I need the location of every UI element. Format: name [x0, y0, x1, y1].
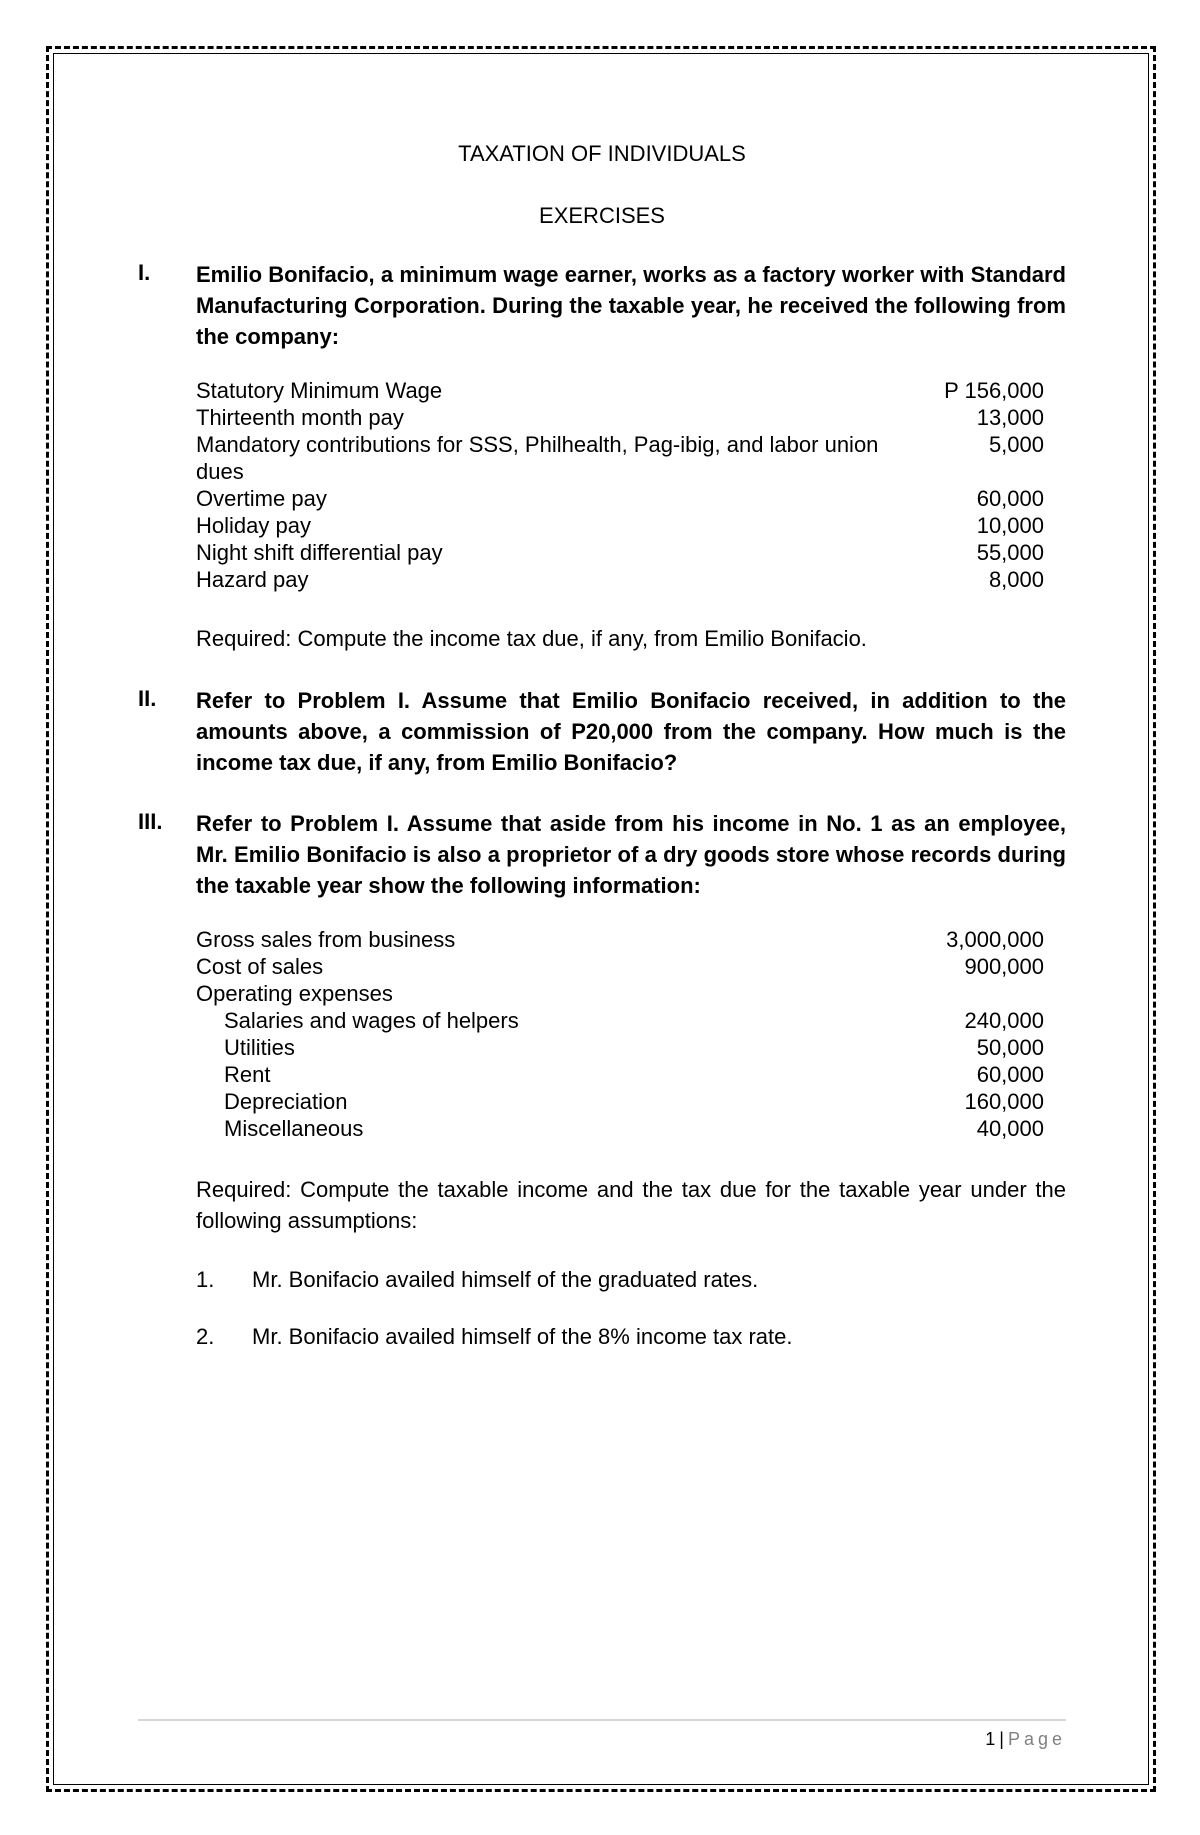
- list-item: Rent 60,000: [224, 1062, 1044, 1087]
- problem-1-text: Emilio Bonifacio, a minimum wage earner, works as a factory worker with Standard Manufacturing Corporation. During the taxable year, he received the following from the company:: [196, 262, 1066, 349]
- page-label: Page: [1007, 1729, 1066, 1749]
- problem-3-required: Required: Compute the taxable income and the tax due for the taxable year under the following assumptions:: [196, 1177, 1066, 1233]
- list-item: Thirteenth month pay 13,000: [196, 405, 1044, 430]
- list-item: Mandatory contributions for SSS, Philhealth, Pag-ibig, and labor union dues 5,000: [196, 432, 1044, 484]
- problem-1-number: I.: [138, 260, 151, 285]
- list-item: Night shift differential pay 55,000: [196, 540, 1044, 565]
- document-body: [138, 140, 1066, 1350]
- footer-divider: [138, 1719, 1066, 1721]
- list-item: Miscellaneous 40,000: [224, 1116, 1044, 1141]
- list-item: Gross sales from business 3,000,000: [196, 927, 1044, 952]
- problem-3-text: Refer to Problem I. Assume that aside from his income in No. 1 as an employee, Mr. Emilio Bonifacio is also a proprietor of a dry goods store whose records during the taxable year show the following information:: [196, 811, 1066, 898]
- problem-2-number: II.: [138, 686, 157, 711]
- list-item: Statutory Minimum Wage P 156,000: [196, 378, 1044, 403]
- problem-3: [138, 808, 1066, 1350]
- problem-3-items: [196, 926, 1066, 1142]
- page-number: 1: [985, 1729, 996, 1749]
- list-item: Holiday pay 10,000: [196, 513, 1044, 538]
- assumption-2: 2. Mr. Bonifacio availed himself of the 8% income tax rate.: [196, 1324, 793, 1349]
- footer-separator: |: [999, 1729, 1004, 1749]
- problem-1: [138, 259, 1066, 685]
- problem-2: [138, 685, 1066, 778]
- problem-1-items: [196, 377, 1066, 593]
- list-item: Salaries and wages of helpers 240,000: [224, 1008, 1044, 1033]
- problem-3-number: III.: [138, 809, 163, 834]
- list-item: Overtime pay 60,000: [196, 486, 1044, 511]
- document-subtitle: EXERCISES: [539, 203, 665, 228]
- page-footer: [138, 1729, 1066, 1750]
- list-item: Utilities 50,000: [224, 1035, 1044, 1060]
- problem-2-text: Refer to Problem I. Assume that Emilio Bonifacio received, in addition to the amounts above, a commission of P20,000 from the company. How much is the income tax due, if any, from Emilio Bonifacio?: [196, 688, 1066, 775]
- list-item: Hazard pay 8,000: [196, 567, 1044, 592]
- list-item: Operating expenses: [196, 981, 393, 1006]
- assumption-1: 1. Mr. Bonifacio availed himself of the graduated rates.: [196, 1267, 759, 1292]
- document-title: TAXATION OF INDIVIDUALS: [458, 141, 746, 166]
- problem-1-required: Required: Compute the income tax due, if any, from Emilio Bonifacio.: [196, 626, 867, 651]
- list-item: Cost of sales 900,000: [196, 954, 1044, 979]
- list-item: Depreciation 160,000: [224, 1089, 1044, 1114]
